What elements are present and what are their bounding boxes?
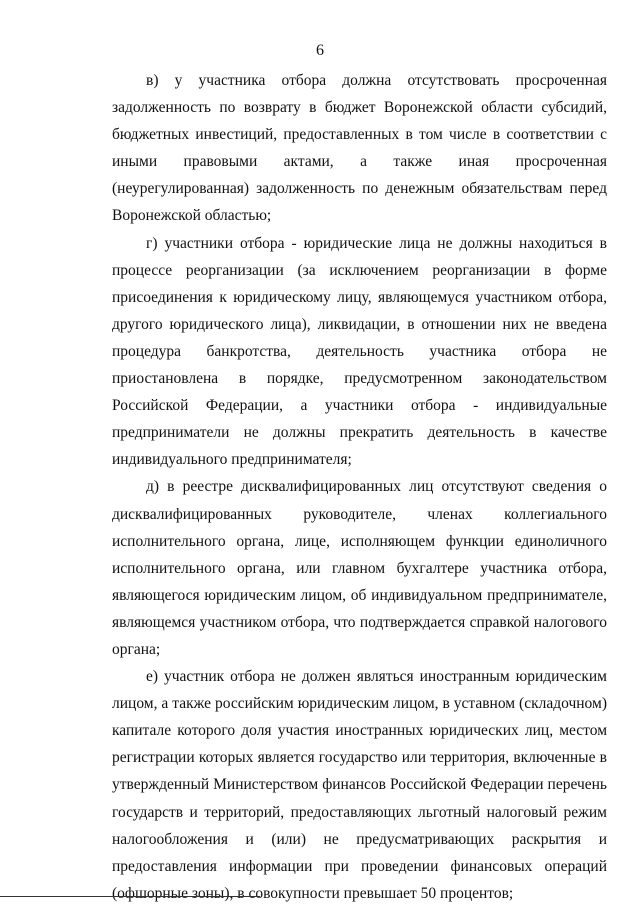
paragraph-e: е) участник отбора не должен являться иностранным юридическим лицом, а также российским юридическим лицом, в уставном (складочном) капитале которого доля участия иностранных юридических лиц, местом регистрации которых является государство или территория, включенные в утвержденный Министерством финансов Российской Федерации перечень государств и территорий, предоставляющих льготный налоговый режим налогообложения и (или) не предусматривающих раскрытия и предоставления информации при проведении финансовых операций (офшорные зоны), в совокупности превышает 50 процентов; [112, 668, 607, 902]
page-number: 6 [316, 42, 324, 59]
paragraph-g: г) участники отбора - юридические лица не должны находиться в процессе реорганизации (за исключением реорганизации в форме присоединения к юридическому лицу, являющемуся участником отбора, другого юридического лица), ликвидации, в отношении них не введена процедура банкротства, деятельность участника отбора не приостановлена в порядке, предусмотренном законодательством Российской Федерации, а участники отбора - индивидуальные предприниматели не должны прекратить деятельность в качестве индивидуального предпринимателя; [112, 234, 607, 469]
document-body [112, 67, 607, 907]
paragraph-v: в) у участника отбора должна отсутствовать просроченная задолженность по возврату в бюджет Воронежской области субсидий, бюджетных инвестиций, предоставленных в том числе в соответствии с иными правовыми актами, а также иная просроченная (неурегулированная) задолженность по денежным обязательствам перед Воронежской областью; [112, 72, 607, 225]
footer-divider [0, 896, 260, 897]
paragraph-d: д) в реестре дисквалифицированных лиц отсутствуют сведения о дисквалифицированных руководителе, членах коллегиального исполнительного органа, лице, исполняющем функции единоличного исполнительного органа, или главном бухгалтере участника отбора, являющегося юридическим лицом, об индивидуальном предпринимателе, являющемся участником отбора, что подтверждается справкой налогового органа; [112, 478, 607, 658]
